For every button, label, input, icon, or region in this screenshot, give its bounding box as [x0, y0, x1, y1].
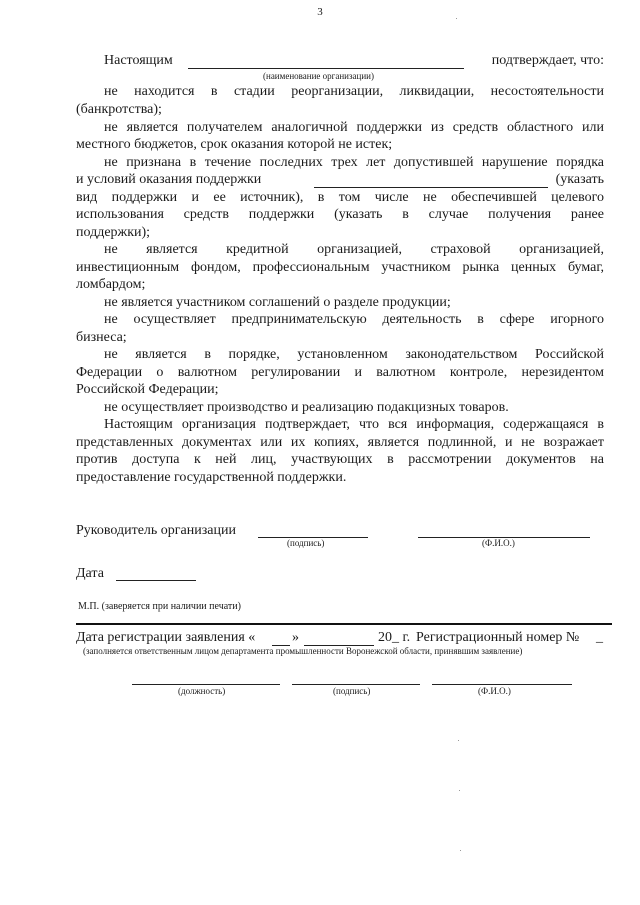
- body-line-4: местного бюджетов, срок оказания которой не истек;: [76, 137, 393, 152]
- support-type-blank: [314, 186, 548, 188]
- body-line-16: не является в порядке, установленном законодательством Российской: [104, 347, 604, 362]
- signature-name-caption: (Ф.И.О.): [482, 538, 515, 548]
- body-line-6: [76, 171, 604, 188]
- body-line-6-text: и условий оказания поддержки: [76, 172, 262, 187]
- body-line-2: (банкротства);: [76, 102, 162, 117]
- scan-speck: [460, 850, 461, 851]
- registration-number-blank: _: [596, 630, 603, 645]
- officer-name-blank: [432, 684, 572, 685]
- body-line-14: не осуществляет предпринимательскую деятельность в сфере игорного: [104, 312, 604, 327]
- body-line-19: не осуществляет производство и реализацию подакцизных товаров.: [104, 400, 509, 415]
- signature-label: Руководитель организации: [76, 523, 236, 538]
- officer-position-blank: [132, 684, 280, 685]
- body-line-8: использования средств поддержки (указать в случае получения ранее: [76, 207, 604, 222]
- intro-tail: подтверждает, что:: [491, 53, 604, 68]
- body-line-6-tail: (указать: [555, 172, 604, 187]
- body-line-17: Федерации о валютном регулировании и валютном контроле, нерезидентом: [76, 365, 604, 380]
- registration-quote-close: »: [292, 630, 299, 645]
- body-line-22: против доступа к ней лиц, участвующих в рассмотрении документов на: [76, 452, 604, 467]
- body-line-5: не признана в течение последних трех лет допустившей нарушение порядка: [104, 155, 604, 170]
- body-line-13: не является участником соглашений о разделе продукции;: [104, 295, 451, 310]
- page-number: 3: [317, 6, 323, 18]
- body-line-12: ломбардом;: [76, 277, 146, 292]
- signature-sign-caption: (подпись): [287, 538, 325, 548]
- organization-name-caption: (наименование организации): [263, 71, 374, 81]
- scan-speck: [459, 790, 460, 791]
- registration-note: (заполняется ответственным лицом департамента промышленности Воронежской области, принявшим заявление): [83, 646, 523, 656]
- officer-name-caption: (Ф.И.О.): [478, 686, 511, 696]
- body-line-15: бизнеса;: [76, 330, 127, 345]
- body-line-23: предоставление государственной поддержки.: [76, 470, 347, 485]
- body-line-10: не является кредитной организацией, страховой организацией,: [104, 242, 604, 257]
- date-label: Дата: [76, 566, 104, 581]
- registration-label: Дата регистрации заявления «: [76, 630, 256, 645]
- scan-speck: [456, 18, 457, 19]
- officer-sign-caption: (подпись): [333, 686, 371, 696]
- body-line-3: не является получателем аналогичной поддержки из средств областного или: [104, 120, 604, 135]
- intro-lead: Настоящим: [104, 53, 173, 68]
- section-separator: [76, 623, 612, 625]
- body-line-20: Настоящим организация подтверждает, что вся информация, содержащаяся в: [104, 417, 604, 432]
- registration-number-label: Регистрационный номер №: [416, 630, 580, 645]
- body-line-11: инвестиционным фондом, профессиональным участником рынка ценных бумаг,: [76, 260, 604, 275]
- scan-speck: [458, 740, 459, 741]
- registration-year: 20_ г.: [378, 630, 411, 645]
- body-line-1: не находится в стадии реорганизации, ликвидации, несостоятельности: [104, 84, 604, 99]
- date-blank: [116, 580, 196, 581]
- officer-sign-blank: [292, 684, 420, 685]
- officer-position-caption: (должность): [178, 686, 226, 696]
- body-line-9: поддержки);: [76, 225, 151, 240]
- stamp-note: М.П. (заверяется при наличии печати): [78, 601, 241, 612]
- organization-name-blank: [188, 67, 464, 69]
- body-line-7: вид поддержки и ее источник), в том числе не обеспечившей целевого: [76, 190, 604, 205]
- body-line-18: Российской Федерации;: [76, 382, 219, 397]
- body-line-21: представленных документах или их копиях, является подлинной, и не возражает: [76, 435, 604, 450]
